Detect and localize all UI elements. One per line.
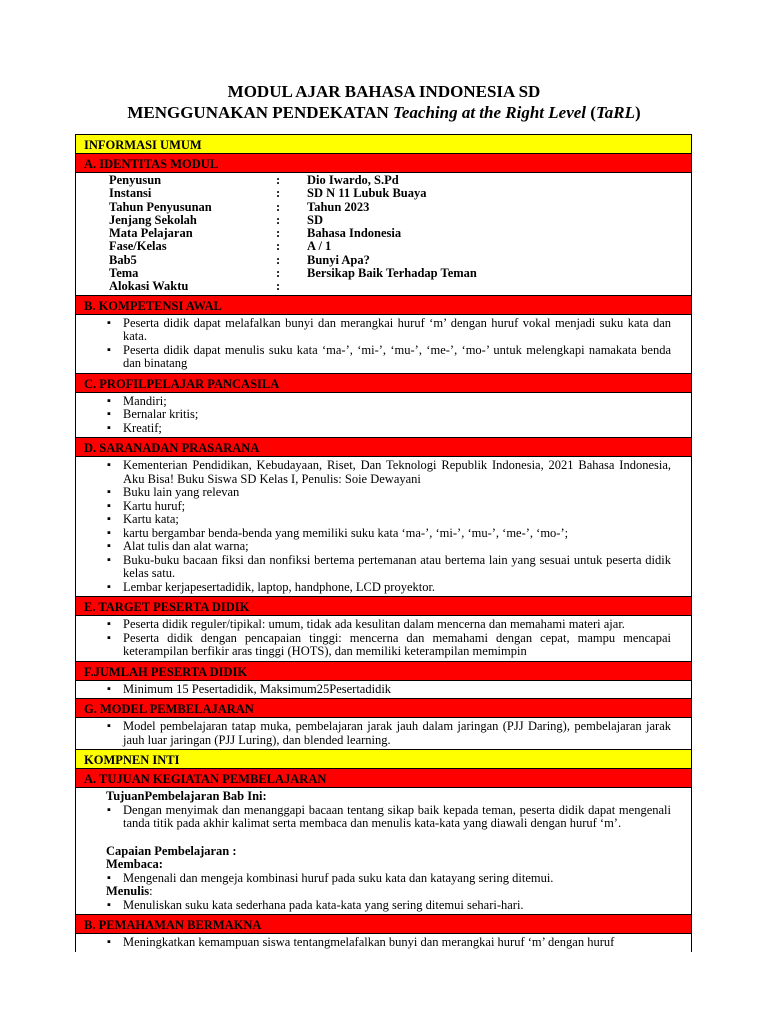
- list-item: ▪ Bernalar kritis;: [106, 408, 671, 422]
- identitas-row: [109, 187, 691, 200]
- list-item: ▪ Kartu kata;: [106, 513, 671, 527]
- identitas-key: Jenjang Sekolah: [109, 212, 197, 227]
- list-item: ▪ Kementerian Pendidikan, Kebudayaan, Riset, Dan Teknologi Republik Indonesia, 2021 Bahasa Indonesia, Aku Bisa! Buku Siswa SD Kelas I, Penulis: Soie Dewayani: [106, 459, 671, 486]
- list-item: ▪ Peserta didik reguler/tipikal: umum, tidak ada kesulitan dalam mencerna dan memahami materi ajar.: [106, 618, 671, 632]
- section-pemahaman-bermakna: B. PEMAHAMAN BERMAKNA: [76, 915, 691, 934]
- identitas-sep: :: [276, 186, 281, 201]
- identitas-sep: :: [276, 212, 281, 227]
- identitas-key: Alokasi Waktu: [109, 279, 189, 294]
- list-item: ▪ Buku lain yang relevan: [106, 486, 671, 500]
- list-item: ▪ Buku-buku bacaan fiksi dan nonfiksi bertema pertemanan atau bertema lain yang sesuai untuk peserta didik kelas satu.: [106, 554, 671, 581]
- identitas-key: Penyusun: [109, 173, 162, 187]
- title-paren-open: (: [586, 103, 596, 122]
- model-list: [106, 720, 671, 747]
- document-title-line1: MODUL AJAR BAHASA INDONESIA SD: [227, 82, 541, 101]
- section-sarana-prasarana: D. SARANADAN PRASARANA: [76, 438, 691, 457]
- pemahaman-list: [106, 936, 671, 950]
- identitas-list: [76, 173, 691, 296]
- menulis-heading-row: [106, 885, 671, 899]
- identitas-sep: :: [276, 279, 281, 294]
- identitas-value: Bahasa Indonesia: [307, 226, 402, 241]
- list-item: ▪ Peserta didik dapat melafalkan bunyi dan merangkai huruf ‘m’ dengan huruf vokal menjadi suku kata dan kata.: [106, 317, 671, 344]
- identitas-value: Bersikap Baik Terhadap Teman: [307, 266, 477, 281]
- list-item: ▪ Kreatif;: [106, 422, 671, 436]
- identitas-value: A / 1: [307, 239, 332, 254]
- identitas-key: Mata Pelajaran: [109, 226, 193, 241]
- section-profil-pelajar: C. PROFILPELAJAR PANCASILA: [76, 374, 691, 393]
- document-title-line2: [0, 103, 768, 123]
- membaca-list: [106, 872, 671, 886]
- identitas-sep: :: [276, 226, 281, 241]
- list-item: ▪ Kartu huruf;: [106, 500, 671, 514]
- identitas-sep: :: [276, 173, 281, 187]
- identitas-row: [109, 254, 691, 267]
- title-italic: Teaching at the Right Level: [393, 103, 587, 122]
- list-item: ▪ Mandiri;: [106, 395, 671, 409]
- list-item: ▪ Lembar kerjapesertadidik, laptop, handphone, LCD proyektor.: [106, 581, 671, 595]
- list-item: ▪ Meningkatkan kemampuan siswa tentangmelafalkan bunyi dan merangkai huruf ‘m’ dengan huruf: [106, 936, 671, 950]
- list-item: ▪ Alat tulis dan alat warna;: [106, 540, 671, 554]
- menulis-colon: :: [149, 884, 153, 899]
- identitas-key: Instansi: [109, 186, 152, 201]
- section-identitas-modul: A. IDENTITAS MODUL: [76, 154, 691, 173]
- identitas-value: Tahun 2023: [307, 199, 370, 214]
- section-jumlah-peserta: F.JUMLAH PESERTA DIDIK: [76, 662, 691, 681]
- title-abbr: TaRL: [595, 103, 635, 122]
- list-item: ▪ Minimum 15 Pesertadidik, Maksimum25Pesertadidik: [106, 683, 671, 697]
- section-model-pembelajaran: G. MODEL PEMBELAJARAN: [76, 699, 691, 718]
- identitas-row: [109, 227, 691, 240]
- identitas-key: Bab5: [109, 252, 137, 267]
- profil-list: [106, 395, 671, 436]
- identitas-sep: :: [276, 252, 281, 267]
- section-target-peserta: E. TARGET PESERTA DIDIK: [76, 597, 691, 616]
- list-item: ▪ Peserta didik dengan pencapaian tinggi: mencerna dan memahami dengan cepat, mampu mencapai keterampilan berfikir aras tinggi (HOTS), dan memiliki keterampilan memimpin: [106, 632, 671, 659]
- title-prefix: MENGGUNAKAN PENDEKATAN: [127, 103, 394, 122]
- identitas-sep: :: [276, 266, 281, 281]
- identitas-row: [109, 174, 691, 187]
- capaian-heading: Capaian Pembelajaran :: [106, 843, 237, 858]
- list-item: ▪ Model pembelajaran tatap muka, pembelajaran jarak jauh dalam jaringan (PJJ Daring), pembelajaran jarak jauh luar jaringan (PJJ Luring), dan blended learning.: [106, 720, 671, 747]
- title-paren-close: ): [634, 103, 641, 122]
- identitas-sep: :: [276, 199, 281, 214]
- tujuan-list: [106, 804, 671, 831]
- section-informasi-umum: INFORMASI UMUM: [76, 135, 691, 154]
- identitas-row: [109, 280, 691, 293]
- identitas-value: SD: [307, 212, 323, 227]
- identitas-value: [307, 280, 691, 293]
- menulis-heading: Menulis: [106, 884, 150, 899]
- list-item: ▪ Mengenali dan mengeja kombinasi huruf pada suku kata dan katayang sering ditemui.: [106, 872, 671, 886]
- identitas-row: [109, 214, 691, 227]
- section-komponen-inti: KOMPNEN INTI: [76, 750, 691, 769]
- section-kompetensi-awal: B. KOMPETENSI AWAL: [76, 296, 691, 315]
- sarana-list: [106, 459, 671, 594]
- identitas-key: Fase/Kelas: [109, 239, 167, 254]
- list-item: ▪ kartu bergambar benda-benda yang memiliki suku kata ‘ma-’, ‘mi-’, ‘mu-’, ‘me-’, ‘mo-’;: [106, 527, 671, 541]
- membaca-heading: Membaca:: [106, 857, 163, 872]
- identitas-key: Tema: [109, 266, 139, 281]
- menulis-list: [106, 899, 671, 913]
- identitas-value: SD N 11 Lubuk Buaya: [307, 186, 427, 201]
- identitas-sep: :: [276, 239, 281, 254]
- target-list: [106, 618, 671, 659]
- identitas-key: Tahun Penyusunan: [109, 199, 212, 214]
- section-tujuan-kegiatan: A. TUJUAN KEGIATAN PEMBELAJARAN: [76, 769, 691, 788]
- identitas-row: [109, 267, 691, 280]
- list-item: ▪ Peserta didik dapat menulis suku kata ‘ma-’, ‘mi-’, ‘mu-’, ‘me-’, ‘mo-’ untuk melengkapi namakata benda dan binatang: [106, 344, 671, 371]
- tujuan-heading: TujuanPembelajaran Bab Ini:: [106, 789, 267, 804]
- identitas-value: Dio Iwardo, S.Pd: [307, 173, 399, 187]
- list-item: ▪ Dengan menyimak dan menanggapi bacaan tentang sikap baik kepada teman, peserta didik dapat mengenali tanda titik pada akhir kalimat serta membaca dan menulis kata-kata yang diawali dengan huruf ‘m’.: [106, 804, 671, 831]
- identitas-row: [109, 240, 691, 253]
- identitas-row: [109, 201, 691, 214]
- jumlah-list: [106, 683, 671, 697]
- module-table: [75, 134, 692, 952]
- list-item: ▪ Menuliskan suku kata sederhana pada kata-kata yang sering ditemui sehari-hari.: [106, 899, 671, 913]
- identitas-value: Bunyi Apa?: [307, 252, 370, 267]
- kompetensi-list: [106, 317, 671, 371]
